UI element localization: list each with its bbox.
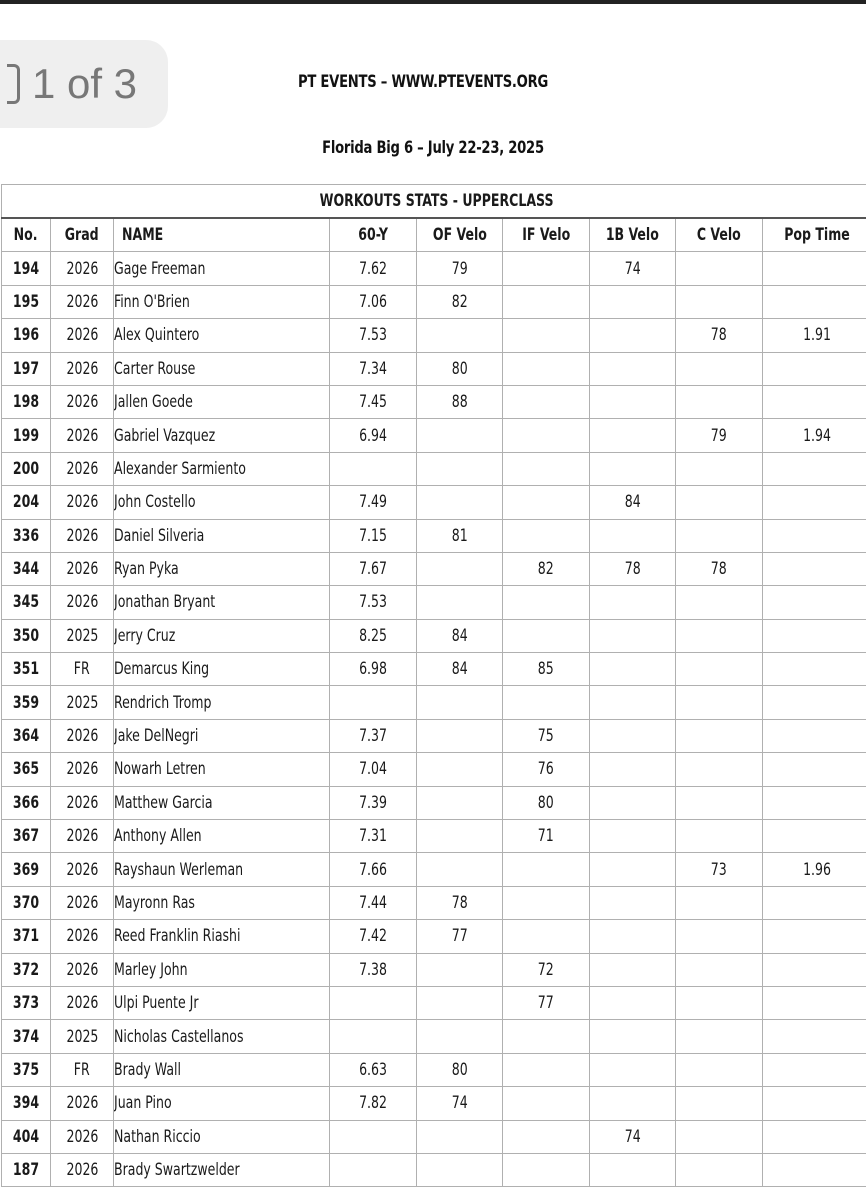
cell-60-yard: 7.62: [330, 252, 417, 285]
cell-of-velo: [417, 586, 503, 619]
cell-number: 359: [2, 686, 51, 719]
cell-60-yard: 6.94: [330, 419, 417, 452]
cell-grad: 2026: [51, 953, 114, 986]
cell-60-yard: 7.49: [330, 486, 417, 519]
table-row: [2, 686, 866, 719]
cell-of-velo: [417, 319, 503, 352]
cell-60-yard: [330, 1020, 417, 1053]
cell-number: 372: [2, 953, 51, 986]
cell-60-yard: [330, 1120, 417, 1153]
cell-name: Jallen Goede: [114, 385, 330, 418]
cell-name: Juan Pino: [114, 1087, 330, 1120]
cell-of-velo: 88: [417, 385, 503, 418]
cell-60-yard: 6.98: [330, 653, 417, 686]
cell-grad: 2026: [51, 586, 114, 619]
cell-pop-time: [763, 686, 866, 719]
cell-1b-velo: [590, 1020, 676, 1053]
cell-c-velo: [676, 252, 763, 285]
cell-number: 364: [2, 719, 51, 752]
cell-if-velo: 75: [503, 719, 590, 752]
cell-grad: 2026: [51, 1120, 114, 1153]
cell-of-velo: [417, 953, 503, 986]
cell-grad: 2025: [51, 619, 114, 652]
cell-pop-time: [763, 719, 866, 752]
cell-pop-time: [763, 1020, 866, 1053]
top-rule: [0, 0, 866, 4]
cell-grad: 2025: [51, 686, 114, 719]
cell-c-velo: [676, 385, 763, 418]
column-header-c-velo: C Velo: [676, 218, 763, 252]
cell-pop-time: [763, 586, 866, 619]
cell-grad: 2026: [51, 419, 114, 452]
cell-number: 365: [2, 753, 51, 786]
cell-pop-time: [763, 252, 866, 285]
cell-if-velo: [503, 1020, 590, 1053]
cell-60-yard: 7.39: [330, 786, 417, 819]
cell-if-velo: [503, 586, 590, 619]
cell-number: 369: [2, 853, 51, 886]
cell-1b-velo: [590, 653, 676, 686]
cell-c-velo: [676, 719, 763, 752]
cell-1b-velo: [590, 853, 676, 886]
cell-pop-time: [763, 986, 866, 1019]
cell-if-velo: [503, 920, 590, 953]
cell-pop-time: 1.94: [763, 419, 866, 452]
cell-of-velo: 78: [417, 886, 503, 919]
cell-60-yard: 7.53: [330, 319, 417, 352]
cell-60-yard: 7.38: [330, 953, 417, 986]
table-row: [2, 1153, 866, 1186]
cell-if-velo: [503, 686, 590, 719]
cell-of-velo: 74: [417, 1087, 503, 1120]
cell-60-yard: [330, 452, 417, 485]
cell-1b-velo: [590, 786, 676, 819]
cell-name: Marley John: [114, 953, 330, 986]
cell-number: 366: [2, 786, 51, 819]
cell-c-velo: 79: [676, 419, 763, 452]
cell-name: Rayshaun Werleman: [114, 853, 330, 886]
cell-of-velo: [417, 486, 503, 519]
cell-if-velo: [503, 319, 590, 352]
cell-name: Nicholas Castellanos: [114, 1020, 330, 1053]
cell-grad: 2026: [51, 352, 114, 385]
table-row: [2, 853, 866, 886]
cell-name: Ryan Pyka: [114, 552, 330, 585]
cell-number: 374: [2, 1020, 51, 1053]
cell-pop-time: [763, 285, 866, 318]
cell-pop-time: [763, 653, 866, 686]
cell-grad: 2026: [51, 319, 114, 352]
cell-if-velo: 82: [503, 552, 590, 585]
cell-1b-velo: 84: [590, 486, 676, 519]
cell-name: Nathan Riccio: [114, 1120, 330, 1153]
cell-c-velo: [676, 1053, 763, 1086]
cell-grad: 2026: [51, 886, 114, 919]
cell-of-velo: 82: [417, 285, 503, 318]
column-header-number: No.: [2, 218, 51, 252]
cell-name: Finn O'Brien: [114, 285, 330, 318]
table-row: [2, 753, 866, 786]
cell-of-velo: 77: [417, 920, 503, 953]
cell-pop-time: [763, 486, 866, 519]
cell-name: Ulpi Puente Jr: [114, 986, 330, 1019]
cell-of-velo: [417, 1020, 503, 1053]
cell-if-velo: 72: [503, 953, 590, 986]
cell-c-velo: [676, 1153, 763, 1186]
table-row: [2, 385, 866, 418]
cell-if-velo: [503, 486, 590, 519]
table-row: [2, 1020, 866, 1053]
cell-pop-time: [763, 352, 866, 385]
cell-of-velo: 79: [417, 252, 503, 285]
cell-number: 371: [2, 920, 51, 953]
cell-name: Nowarh Letren: [114, 753, 330, 786]
cell-number: 198: [2, 385, 51, 418]
cell-1b-velo: [590, 586, 676, 619]
cell-number: 373: [2, 986, 51, 1019]
cell-name: Gage Freeman: [114, 252, 330, 285]
table-row: [2, 486, 866, 519]
column-header-60-yard: 60-Y: [330, 218, 417, 252]
table-header-row: [2, 218, 866, 252]
cell-1b-velo: [590, 385, 676, 418]
cell-of-velo: [417, 820, 503, 853]
table-row: [2, 285, 866, 318]
cell-pop-time: [763, 619, 866, 652]
cell-number: 367: [2, 820, 51, 853]
cell-c-velo: [676, 486, 763, 519]
cell-of-velo: 84: [417, 653, 503, 686]
cell-c-velo: [676, 953, 763, 986]
cell-if-velo: 76: [503, 753, 590, 786]
table-row: [2, 552, 866, 585]
table-row: [2, 319, 866, 352]
cell-1b-velo: [590, 1153, 676, 1186]
cell-if-velo: 80: [503, 786, 590, 819]
cell-grad: 2026: [51, 385, 114, 418]
cell-if-velo: [503, 853, 590, 886]
cell-number: 187: [2, 1153, 51, 1186]
cell-if-velo: [503, 1087, 590, 1120]
cell-1b-velo: 74: [590, 1120, 676, 1153]
cell-name: Carter Rouse: [114, 352, 330, 385]
cell-pop-time: [763, 519, 866, 552]
cell-grad: 2026: [51, 753, 114, 786]
cell-1b-velo: [590, 319, 676, 352]
cell-grad: 2026: [51, 786, 114, 819]
cell-number: 197: [2, 352, 51, 385]
cell-grad: FR: [51, 653, 114, 686]
cell-c-velo: [676, 753, 763, 786]
table-row: [2, 719, 866, 752]
cell-grad: 2026: [51, 920, 114, 953]
cell-pop-time: [763, 820, 866, 853]
table-row: [2, 519, 866, 552]
cell-1b-velo: [590, 953, 676, 986]
cell-60-yard: 7.31: [330, 820, 417, 853]
cell-number: 344: [2, 552, 51, 585]
cell-c-velo: [676, 1087, 763, 1120]
cell-60-yard: 7.82: [330, 1087, 417, 1120]
cell-60-yard: [330, 686, 417, 719]
cell-grad: 2026: [51, 552, 114, 585]
cell-60-yard: 7.53: [330, 586, 417, 619]
cell-c-velo: 78: [676, 319, 763, 352]
cell-if-velo: [503, 1120, 590, 1153]
table-row: [2, 586, 866, 619]
cell-1b-velo: [590, 352, 676, 385]
cell-number: 375: [2, 1053, 51, 1086]
cell-1b-velo: [590, 452, 676, 485]
cell-if-velo: 77: [503, 986, 590, 1019]
cell-1b-velo: [590, 820, 676, 853]
cell-name: Brady Swartzwelder: [114, 1153, 330, 1186]
cell-60-yard: 7.66: [330, 853, 417, 886]
cell-c-velo: [676, 1020, 763, 1053]
cell-60-yard: 7.34: [330, 352, 417, 385]
cell-1b-velo: [590, 285, 676, 318]
cell-grad: 2026: [51, 719, 114, 752]
cell-60-yard: 7.06: [330, 285, 417, 318]
cell-1b-velo: [590, 619, 676, 652]
cell-1b-velo: [590, 1053, 676, 1086]
workout-stats-table: [1, 184, 866, 1187]
cell-number: 336: [2, 519, 51, 552]
table-body: [2, 252, 866, 1187]
cell-grad: 2026: [51, 285, 114, 318]
cell-pop-time: [763, 953, 866, 986]
cell-of-velo: [417, 552, 503, 585]
cell-60-yard: 7.04: [330, 753, 417, 786]
cell-grad: 2026: [51, 853, 114, 886]
cell-pop-time: [763, 1153, 866, 1186]
cell-name: Gabriel Vazquez: [114, 419, 330, 452]
cell-if-velo: 71: [503, 820, 590, 853]
cell-pop-time: [763, 385, 866, 418]
cell-c-velo: [676, 686, 763, 719]
event-header: Florida Big 6 – July 22-23, 2025: [322, 138, 544, 158]
cell-name: Anthony Allen: [114, 820, 330, 853]
cell-pop-time: [763, 786, 866, 819]
cell-60-yard: 7.45: [330, 385, 417, 418]
table-row: [2, 419, 866, 452]
cell-number: 345: [2, 586, 51, 619]
cell-1b-velo: [590, 719, 676, 752]
table-row: [2, 619, 866, 652]
cell-name: Rendrich Tromp: [114, 686, 330, 719]
cell-c-velo: [676, 653, 763, 686]
cell-1b-velo: [590, 1087, 676, 1120]
org-header: PT EVENTS – WWW.PTEVENTS.ORG: [298, 72, 548, 92]
cell-pop-time: 1.91: [763, 319, 866, 352]
cell-c-velo: [676, 986, 763, 1019]
cell-name: Jake DelNegri: [114, 719, 330, 752]
table-row: [2, 352, 866, 385]
cell-1b-velo: [590, 519, 676, 552]
cell-60-yard: [330, 986, 417, 1019]
cell-of-velo: [417, 786, 503, 819]
cell-number: 196: [2, 319, 51, 352]
cell-pop-time: [763, 920, 866, 953]
cell-of-velo: 80: [417, 352, 503, 385]
cell-number: 194: [2, 252, 51, 285]
table-row: [2, 820, 866, 853]
cell-name: Matthew Garcia: [114, 786, 330, 819]
cell-pop-time: [763, 886, 866, 919]
cell-number: 394: [2, 1087, 51, 1120]
column-header-pop-time: Pop Time: [763, 218, 866, 252]
cell-c-velo: [676, 786, 763, 819]
cell-if-velo: [503, 886, 590, 919]
table-row: [2, 786, 866, 819]
cell-pop-time: [763, 1120, 866, 1153]
cell-c-velo: [676, 820, 763, 853]
cell-c-velo: 78: [676, 552, 763, 585]
cell-1b-velo: [590, 686, 676, 719]
cell-60-yard: 7.37: [330, 719, 417, 752]
cell-number: 350: [2, 619, 51, 652]
cell-of-velo: [417, 1120, 503, 1153]
cell-60-yard: 7.42: [330, 920, 417, 953]
cell-grad: 2026: [51, 486, 114, 519]
cell-c-velo: [676, 452, 763, 485]
cell-of-velo: [417, 753, 503, 786]
cell-pop-time: [763, 452, 866, 485]
cell-of-velo: [417, 986, 503, 1019]
column-header-1b-velo: 1B Velo: [590, 218, 676, 252]
cell-name: Alex Quintero: [114, 319, 330, 352]
cell-number: 370: [2, 886, 51, 919]
cell-1b-velo: [590, 886, 676, 919]
cell-60-yard: 8.25: [330, 619, 417, 652]
cell-of-velo: [417, 719, 503, 752]
cell-c-velo: [676, 586, 763, 619]
cell-of-velo: [417, 853, 503, 886]
cell-name: Daniel Silveria: [114, 519, 330, 552]
cell-1b-velo: [590, 986, 676, 1019]
cell-1b-velo: 78: [590, 552, 676, 585]
cell-number: 199: [2, 419, 51, 452]
cell-if-velo: 85: [503, 653, 590, 686]
cell-of-velo: 84: [417, 619, 503, 652]
cell-name: Reed Franklin Riashi: [114, 920, 330, 953]
cell-if-velo: [503, 285, 590, 318]
cell-60-yard: 7.44: [330, 886, 417, 919]
cell-number: 404: [2, 1120, 51, 1153]
table-row: [2, 1087, 866, 1120]
cell-pop-time: [763, 552, 866, 585]
table-row: [2, 886, 866, 919]
cell-of-velo: 80: [417, 1053, 503, 1086]
cell-grad: 2026: [51, 519, 114, 552]
cell-pop-time: 1.96: [763, 853, 866, 886]
column-header-grad: Grad: [51, 218, 114, 252]
cell-60-yard: 7.15: [330, 519, 417, 552]
page-indicator-text: 1 of 3: [31, 60, 138, 107]
cell-c-velo: [676, 352, 763, 385]
cell-grad: 2026: [51, 820, 114, 853]
cell-c-velo: [676, 886, 763, 919]
cell-grad: 2026: [51, 986, 114, 1019]
cell-number: 195: [2, 285, 51, 318]
cell-c-velo: [676, 1120, 763, 1153]
cell-pop-time: [763, 1087, 866, 1120]
cell-name: Jonathan Bryant: [114, 586, 330, 619]
column-header-if-velo: IF Velo: [503, 218, 590, 252]
cell-if-velo: [503, 452, 590, 485]
cell-60-yard: 6.63: [330, 1053, 417, 1086]
cell-pop-time: [763, 753, 866, 786]
cell-c-velo: [676, 619, 763, 652]
cell-name: Mayronn Ras: [114, 886, 330, 919]
cell-if-velo: [503, 519, 590, 552]
cell-if-velo: [503, 385, 590, 418]
cell-of-velo: [417, 419, 503, 452]
table-row: [2, 1053, 866, 1086]
cell-grad: FR: [51, 1053, 114, 1086]
cell-name: Jerry Cruz: [114, 619, 330, 652]
cell-grad: 2026: [51, 252, 114, 285]
table-row: [2, 953, 866, 986]
table-row: [2, 252, 866, 285]
cell-grad: 2026: [51, 1087, 114, 1120]
cell-grad: 2025: [51, 1020, 114, 1053]
column-header-of-velo: OF Velo: [417, 218, 503, 252]
cell-c-velo: [676, 920, 763, 953]
cell-of-velo: [417, 452, 503, 485]
table-row: [2, 452, 866, 485]
cell-name: Alexander Sarmiento: [114, 452, 330, 485]
cell-of-velo: [417, 1153, 503, 1186]
column-header-name: NAME: [114, 218, 330, 252]
cell-of-velo: [417, 686, 503, 719]
cell-pop-time: [763, 1053, 866, 1086]
table-row: [2, 653, 866, 686]
cell-if-velo: [503, 252, 590, 285]
cell-if-velo: [503, 1053, 590, 1086]
cell-number: 204: [2, 486, 51, 519]
cell-1b-velo: 74: [590, 252, 676, 285]
table-row: [2, 920, 866, 953]
cell-60-yard: [330, 1153, 417, 1186]
table-row: [2, 1120, 866, 1153]
cell-60-yard: 7.67: [330, 552, 417, 585]
cell-if-velo: [503, 619, 590, 652]
cell-grad: 2026: [51, 1153, 114, 1186]
cell-grad: 2026: [51, 452, 114, 485]
cell-1b-velo: [590, 753, 676, 786]
cell-name: Brady Wall: [114, 1053, 330, 1086]
pages-icon: [7, 64, 20, 104]
cell-number: 200: [2, 452, 51, 485]
cell-c-velo: 73: [676, 853, 763, 886]
cell-of-velo: 81: [417, 519, 503, 552]
table-row: [2, 986, 866, 1019]
cell-1b-velo: [590, 419, 676, 452]
cell-if-velo: [503, 352, 590, 385]
cell-name: John Costello: [114, 486, 330, 519]
cell-name: Demarcus King: [114, 653, 330, 686]
cell-if-velo: [503, 419, 590, 452]
cell-c-velo: [676, 519, 763, 552]
cell-c-velo: [676, 285, 763, 318]
cell-1b-velo: [590, 920, 676, 953]
cell-if-velo: [503, 1153, 590, 1186]
cell-number: 351: [2, 653, 51, 686]
table-title: WORKOUTS STATS - UPPERCLASS: [2, 185, 866, 219]
